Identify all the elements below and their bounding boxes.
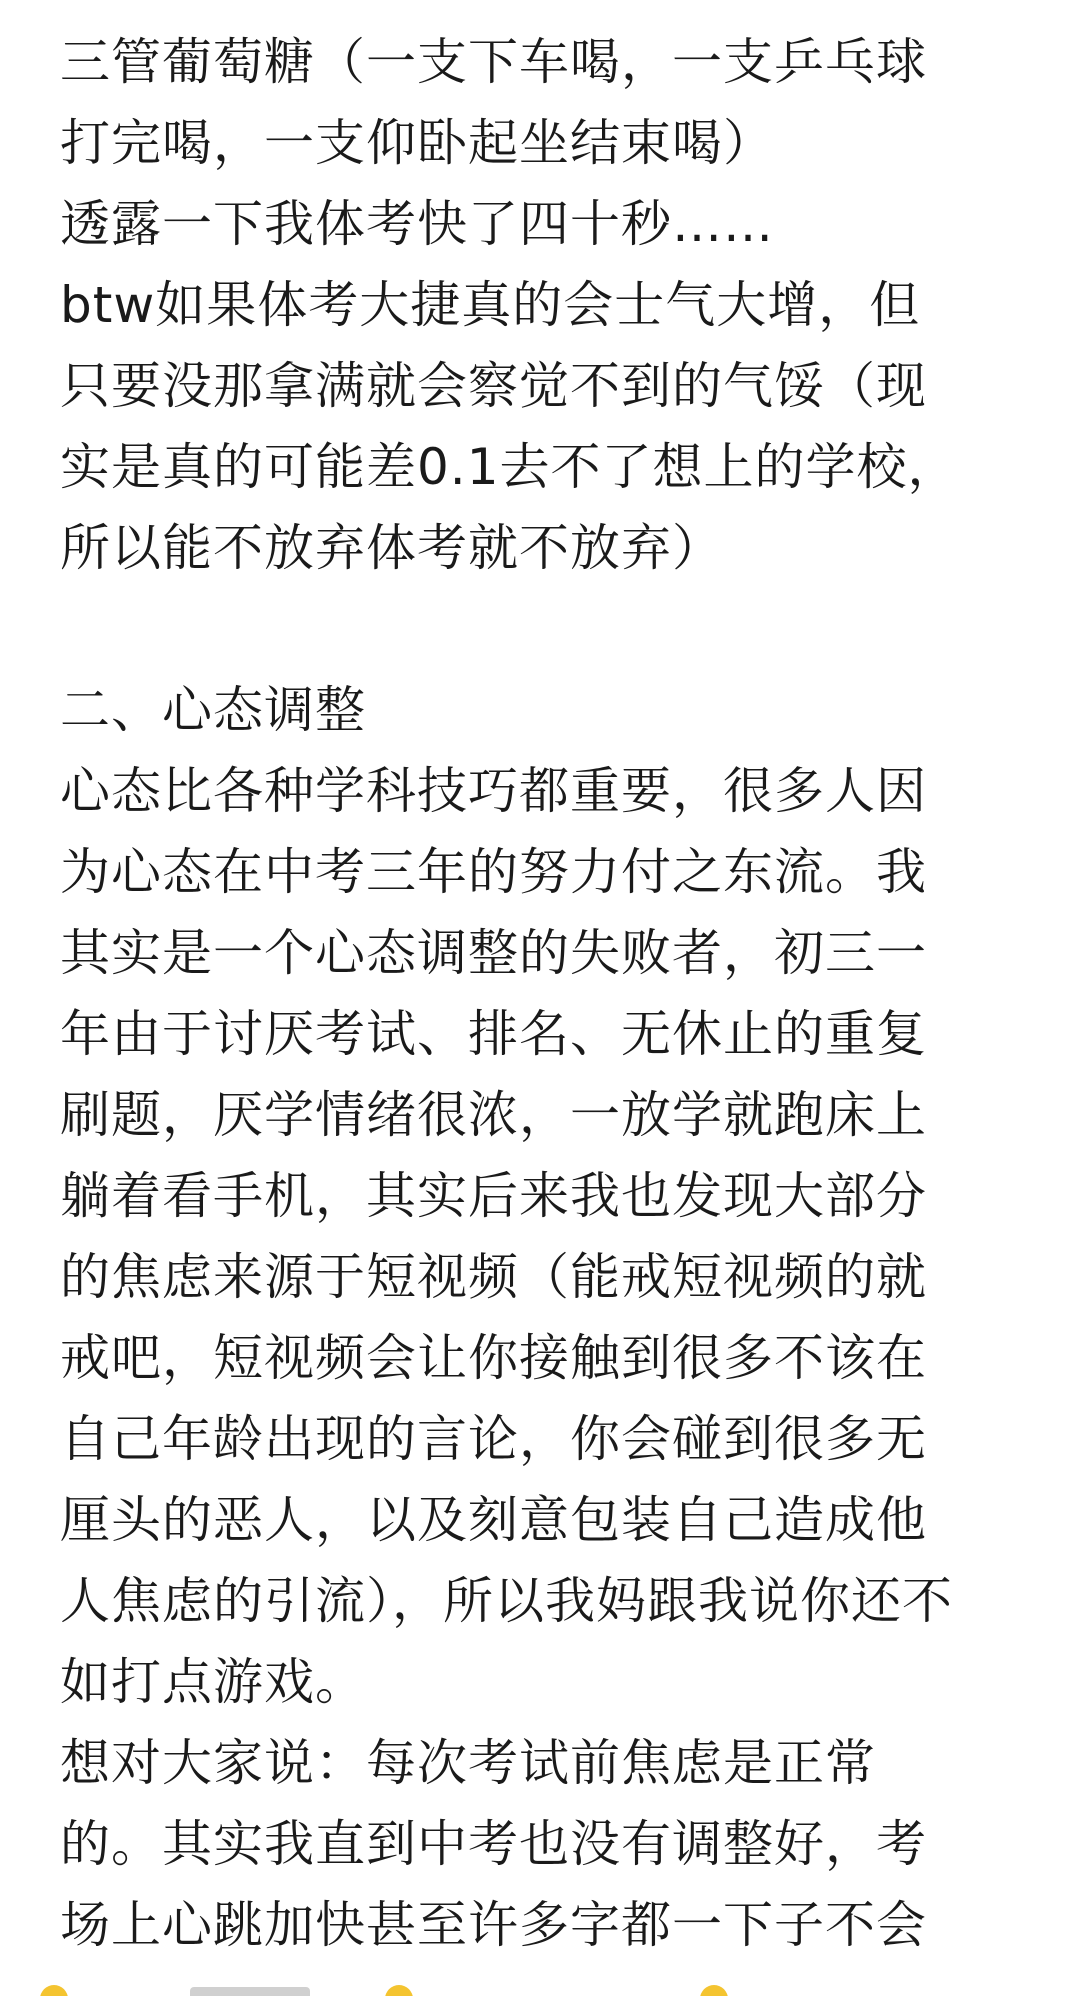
emoji-icon [385,1985,413,1996]
paragraph-line: btw如果体考大捷真的会士气大增，但 [60,276,921,334]
paragraph-line: 心态比各种学科技巧都重要，很多人因 [60,762,927,820]
paragraph-line: 刷题，厌学情绪很浓，一放学就跑床上 [60,1086,927,1144]
cutoff-text-fragment [190,1987,310,1996]
paragraph-line: 厘头的恶人，以及刻意包装自己造成他 [60,1491,927,1549]
paragraph-line: 所以能不放弃体考就不放弃） [60,519,723,577]
paragraph-line: 其实是一个心态调整的失败者，初三一 [60,924,927,982]
paragraph-line: 年由于讨厌考试、排名、无休止的重复 [60,1005,927,1063]
paragraph-line: 打完喝，一支仰卧起坐结束喝） [60,114,774,172]
paragraph-line: 只要没那拿满就会察觉不到的气馁（现 [60,357,927,415]
paragraph-line: 想对大家说：每次考试前焦虑是正常 [60,1734,876,1792]
paragraph-line: 自己年龄出现的言论，你会碰到很多无 [60,1410,927,1468]
paragraph-line: 实是真的可能差0.1去不了想上的学校， [60,438,959,496]
emoji-icon [40,1985,68,1996]
paragraph-line: 人焦虑的引流），所以我妈跟我说你还不 [60,1572,953,1630]
paragraph-line: 戒吧，短视频会让你接触到很多不该在 [60,1329,927,1387]
paragraph-line: 如打点游戏。 [60,1653,366,1711]
cutoff-bottom-strip [0,1975,1080,1996]
paragraph-line: 透露一下我体考快了四十秒…… [60,195,774,253]
paragraph-line: 场上心跳加快甚至许多字都一下子不会 [60,1896,927,1954]
paragraph-line: 为心态在中考三年的努力付之东流。我 [60,843,927,901]
paragraph-spacer [60,589,1050,670]
article-body [60,22,1050,1966]
section-heading: 二、心态调整 [60,681,366,739]
paragraph-line: 躺着看手机，其实后来我也发现大部分 [60,1167,927,1225]
paragraph-line: 的焦虑来源于短视频（能戒短视频的就 [60,1248,927,1306]
paragraph-line: 三管葡萄糖（一支下车喝，一支乒乓球 [60,33,927,91]
paragraph-line: 的。其实我直到中考也没有调整好，考 [60,1815,927,1873]
emoji-icon [700,1985,728,1996]
